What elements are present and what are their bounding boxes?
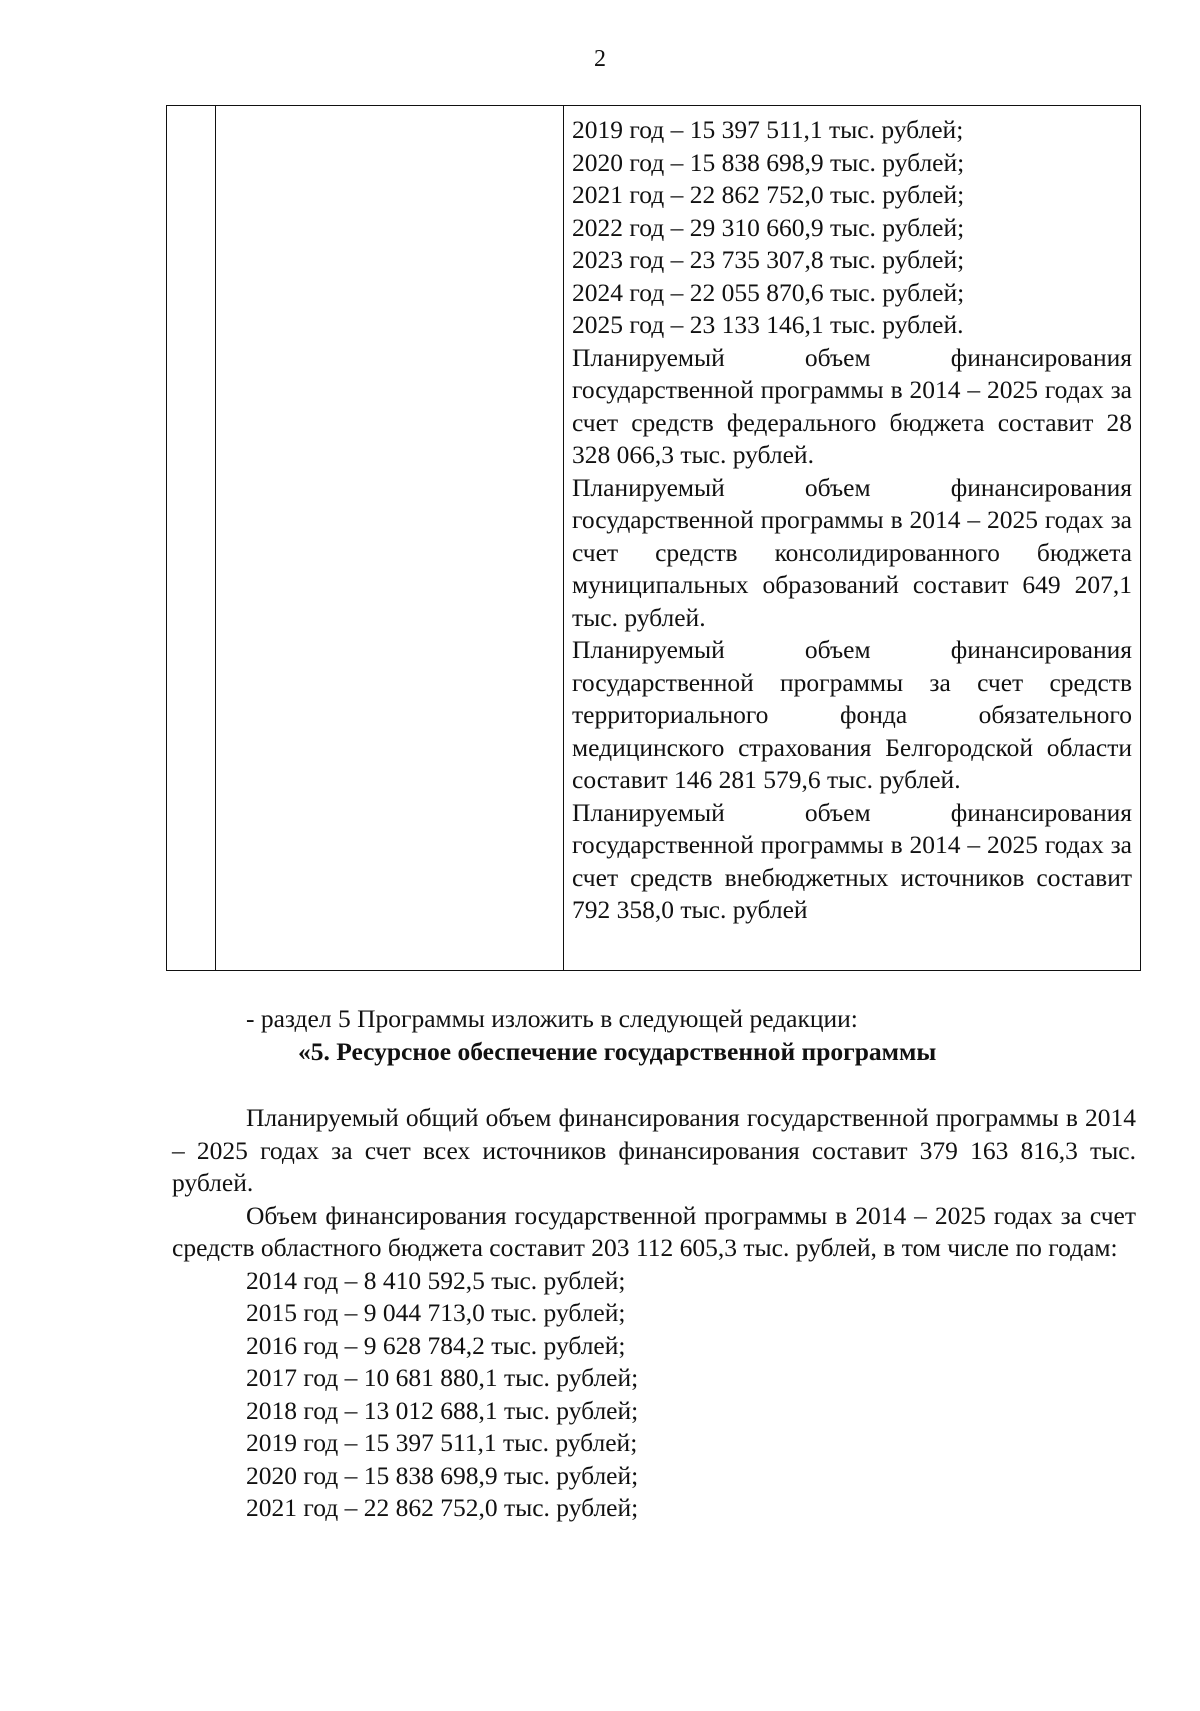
spacer [172,1068,1136,1102]
table-column-content [564,106,1140,970]
total-financing-paragraph: Планируемый общий объем финансирования государственной программы в 2014 – 2025 годах за счет всех источников финансирования составит 379 163 816,3 тыс. рублей. [172,1103,1136,1197]
page-number: 2 [594,46,606,72]
insurance-fund-paragraph: Планируемый объем финансирования государственной программы за счет средств территориального фонда обязательного медицинского страхования Белгородской области составит 146 281 579,6 тыс. рублей. [572,635,1132,794]
table-year-line: 2024 год – 22 055 870,6 тыс. рублей; [572,277,965,307]
extrabudgetary-paragraph: Планируемый объем финансирования государственной программы в 2014 – 2025 годах за счет средств внебюджетных источников составит 792 358,0 тыс. рублей [572,797,1132,924]
year-line: 2020 год – 15 838 698,9 тыс. рублей; [246,1460,639,1490]
year-line: 2019 год – 15 397 511,1 тыс. рублей; [246,1428,638,1457]
regional-budget-paragraph: Объем финансирования государственной программы в 2014 – 2025 годах за счет средств областного бюджета составит 203 112 605,3 тыс. рублей, в том числе по годам: [172,1200,1136,1262]
year-line: 2018 год – 13 012 688,1 тыс. рублей; [246,1395,639,1425]
passport-table [166,105,1141,971]
table-year-line: 2021 год – 22 862 752,0 тыс. рублей; [572,180,965,209]
section-5-body [172,1003,1136,1525]
year-line: 2017 год – 10 681 880,1 тыс. рублей; [246,1363,639,1392]
year-line: 2021 год – 22 862 752,0 тыс. рублей; [246,1493,639,1522]
federal-budget-paragraph: Планируемый объем финансирования государственной программы в 2014 – 2025 годах за счет средств федерального бюджета составит 28 328 066,3 тыс. рублей. [572,342,1132,469]
municipal-budget-paragraph: Планируемый объем финансирования государственной программы в 2014 – 2025 годах за счет средств консолидированного бюджета муниципальных образований составит 649 207,1 тыс. рублей. [572,472,1132,632]
year-line: 2015 год – 9 044 713,0 тыс. рублей; [246,1298,626,1327]
table-year-line: 2022 год – 29 310 660,9 тыс. рублей; [572,212,965,242]
year-line: 2016 год – 9 628 784,2 тыс. рублей; [246,1330,626,1360]
table-column-number [167,106,216,970]
table-column-label [216,106,564,970]
year-list [172,1265,1136,1525]
amendment-intro: - раздел 5 Программы изложить в следующей редакции: [246,1004,858,1033]
section-heading: «5. Ресурсное обеспечение государственной программы [298,1036,937,1066]
table-year-line: 2020 год – 15 838 698,9 тыс. рублей; [572,147,965,177]
table-year-line: 2019 год – 15 397 511,1 тыс. рублей; [572,115,964,144]
table-year-line: 2023 год – 23 735 307,8 тыс. рублей; [572,245,965,274]
year-line: 2014 год – 8 410 592,5 тыс. рублей; [246,1265,626,1295]
table-year-line: 2025 год – 23 133 146,1 тыс. рублей. [572,310,964,339]
